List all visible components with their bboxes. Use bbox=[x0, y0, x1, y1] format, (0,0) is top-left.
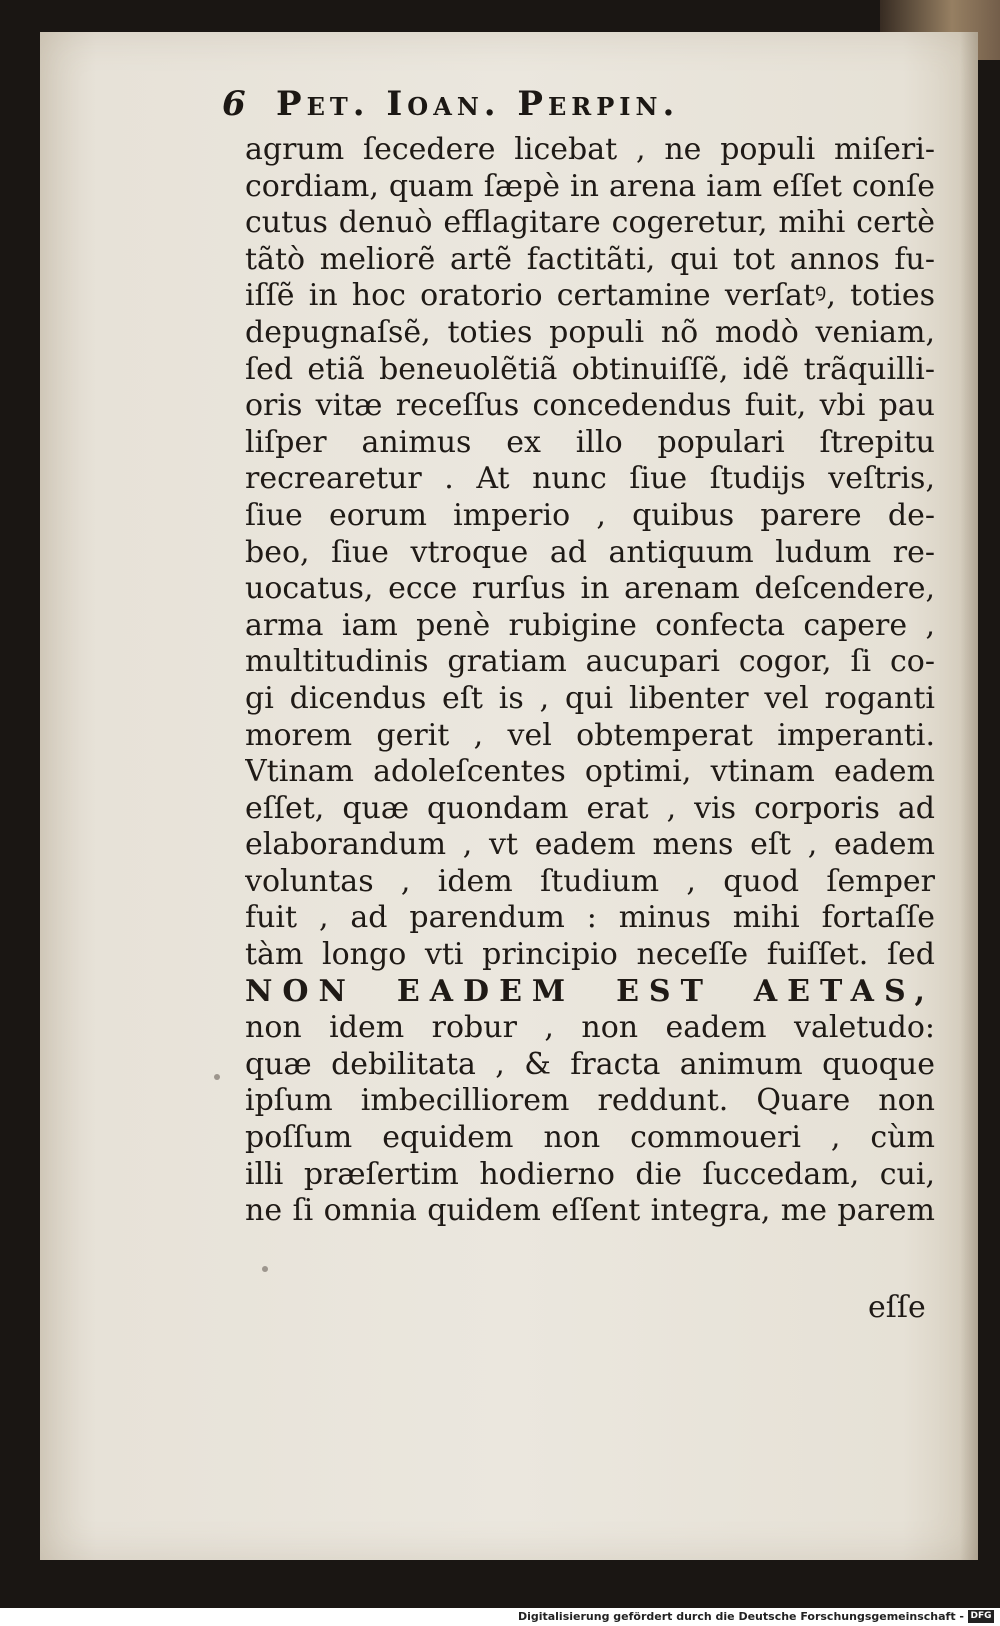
text-line: ne ſi omnia quidem eſſent integra, me parem bbox=[245, 1193, 935, 1229]
text-line: tàm longo vti principio neceſſe fuiſſet. ſed bbox=[245, 937, 935, 973]
text-line: elaborandum , vt eadem mens eſt , eadem bbox=[245, 827, 935, 863]
text-line: fuit , ad parendum : minus mihi fortaſſe bbox=[245, 900, 935, 936]
text-line: tãtò meliorẽ artẽ factitãti, qui tot annos fu- bbox=[245, 241, 935, 277]
paper-speck bbox=[214, 1074, 220, 1080]
text-line: quæ debilitata , & fracta animum quoque bbox=[245, 1046, 935, 1082]
text-line: gi dicendus eſt is , qui libenter vel roganti bbox=[245, 680, 935, 716]
text-line: uocatus, ecce rurſus in arenam deſcendere, bbox=[245, 571, 935, 607]
text-line: arma iam penè rubigine confecta capere , bbox=[245, 607, 935, 643]
text-line: agrum ſecedere licebat , ne populi miſeri- bbox=[245, 132, 935, 167]
text-line: ſiue eorum imperio , quibus parere de- bbox=[245, 497, 935, 533]
text-line: iſſẽ in hoc oratorio certamine verſatꝰ, toties bbox=[245, 278, 935, 314]
text-line: ſed etiã beneuolẽtiã obtinuiſſẽ, idẽ trãquilli- bbox=[245, 351, 935, 387]
dfg-logo: DFG bbox=[968, 1610, 994, 1623]
text-line: eſſet, quæ quondam erat , vis corporis ad bbox=[245, 790, 935, 826]
text-line: Vtinam adoleſcentes optimi, vtinam eadem bbox=[245, 754, 935, 790]
text-line: poſſum equidem non commoueri , cùm bbox=[245, 1120, 935, 1156]
text-line: liſper animus ex illo populari ſtrepitu bbox=[245, 424, 935, 460]
text-line: recrearetur . At nunc ſiue ſtudijs veſtris, bbox=[245, 461, 935, 497]
page-edge-shadow bbox=[960, 32, 978, 1560]
text-line: ipſum imbecilliorem reddunt. Quare non bbox=[245, 1083, 935, 1119]
text-line: cordiam, quam ſæpè in arena iam eſſet conſe bbox=[245, 168, 935, 204]
paper-speck bbox=[262, 1266, 268, 1272]
page-number: 6 bbox=[222, 84, 246, 124]
running-head-title: Pet. Ioan. Perpin. bbox=[276, 84, 680, 124]
text-line: cutus denuò efflagitare cogeretur, mihi certè bbox=[245, 205, 935, 241]
text-line: morem gerit , vel obtemperat imperanti. bbox=[245, 717, 935, 753]
text-line: depugnaſsẽ, toties populi nõ modò veniam, bbox=[245, 314, 935, 350]
text-line: oris vitæ receſſus concedendus fuit, vbi pau bbox=[245, 388, 935, 424]
text-line: illi præſertim hodierno die ſuccedam, cui, bbox=[245, 1156, 935, 1192]
digitization-credit: Digitalisierung gefördert durch die Deutsche Forschungsgemeinschaft - bbox=[517, 1610, 964, 1623]
body-text bbox=[245, 132, 935, 1230]
text-line: non idem robur , non eadem valetudo: bbox=[245, 1010, 935, 1046]
text-line: NON EADEM EST AETAS, bbox=[245, 973, 935, 1009]
text-line: voluntas , idem ſtudium , quod ſemper bbox=[245, 863, 935, 899]
catchword: eſſe bbox=[868, 1290, 926, 1325]
text-line: multitudinis gratiam aucupari cogor, ſi co- bbox=[245, 644, 935, 680]
running-head bbox=[222, 84, 862, 134]
text-line: beo, ſiue vtroque ad antiquum ludum re- bbox=[245, 534, 935, 570]
